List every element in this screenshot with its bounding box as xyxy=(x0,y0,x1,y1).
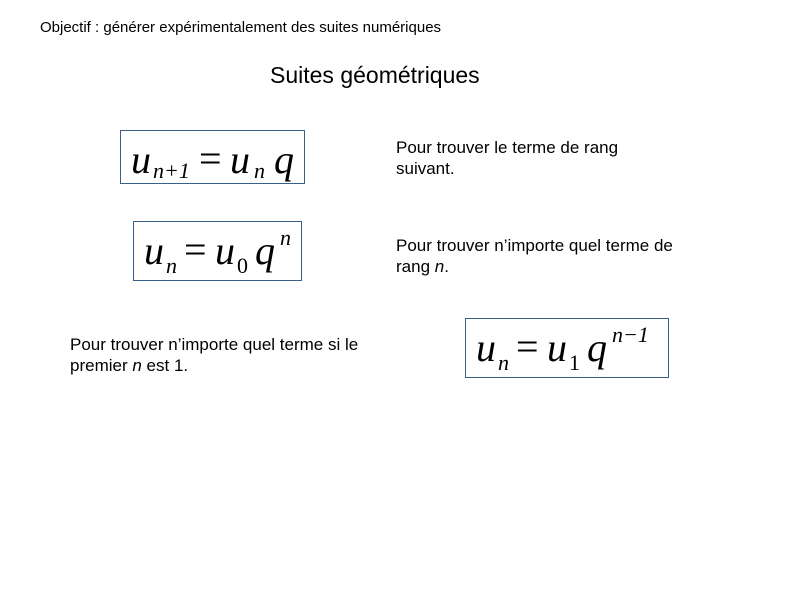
formula-exponent: n−1 xyxy=(612,322,649,347)
formula-symbol-q: q xyxy=(587,325,607,370)
caption-line: Pour trouver n’importe quel terme si le xyxy=(70,335,359,354)
formula-symbol-u: u xyxy=(144,228,164,273)
variable-n: n xyxy=(434,257,445,276)
formula-subscript: n xyxy=(166,253,177,278)
caption-line: Pour trouver le terme de rang xyxy=(396,138,619,157)
caption-line: rang n. xyxy=(396,257,449,276)
formula-symbol-u: u xyxy=(131,137,151,182)
formula-symbol-u: u xyxy=(476,325,496,370)
formula-box-explicit-u1 xyxy=(465,318,669,378)
formula-equals: = xyxy=(516,324,539,369)
formula-symbol-q: q xyxy=(274,137,294,182)
slide-title: Suites géométriques xyxy=(270,62,480,88)
variable-n: n xyxy=(132,356,142,375)
formula-symbol-q: q xyxy=(255,228,275,273)
formula-explicit-u0 xyxy=(134,222,303,282)
formula-box-explicit-u0 xyxy=(133,221,302,281)
formula-symbol-u: u xyxy=(215,228,235,273)
formula-subscript: n xyxy=(498,350,509,375)
formula-recurrence xyxy=(121,131,306,185)
caption-line: suivant. xyxy=(396,159,455,178)
caption-line: Pour trouver n’importe quel terme de xyxy=(396,236,673,255)
formula-equals: = xyxy=(199,136,222,181)
formula-symbol-u: u xyxy=(230,137,250,182)
formula-symbol-u: u xyxy=(547,325,567,370)
caption-recurrence xyxy=(396,137,686,179)
caption-explicit-u0 xyxy=(396,235,716,277)
formula-subscript: 1 xyxy=(569,350,580,375)
caption-explicit-u1 xyxy=(70,334,400,376)
objective-text: Objectif : générer expérimentalement des suites numériques xyxy=(40,19,442,36)
formula-subscript: n+1 xyxy=(153,158,190,183)
formula-subscript: 0 xyxy=(237,253,248,278)
formula-subscript: n xyxy=(254,158,265,183)
formula-box-recurrence xyxy=(120,130,305,184)
formula-equals: = xyxy=(184,227,207,272)
caption-line: premier n est 1. xyxy=(70,356,189,375)
formula-explicit-u1 xyxy=(466,319,670,379)
formula-exponent: n xyxy=(280,225,291,250)
